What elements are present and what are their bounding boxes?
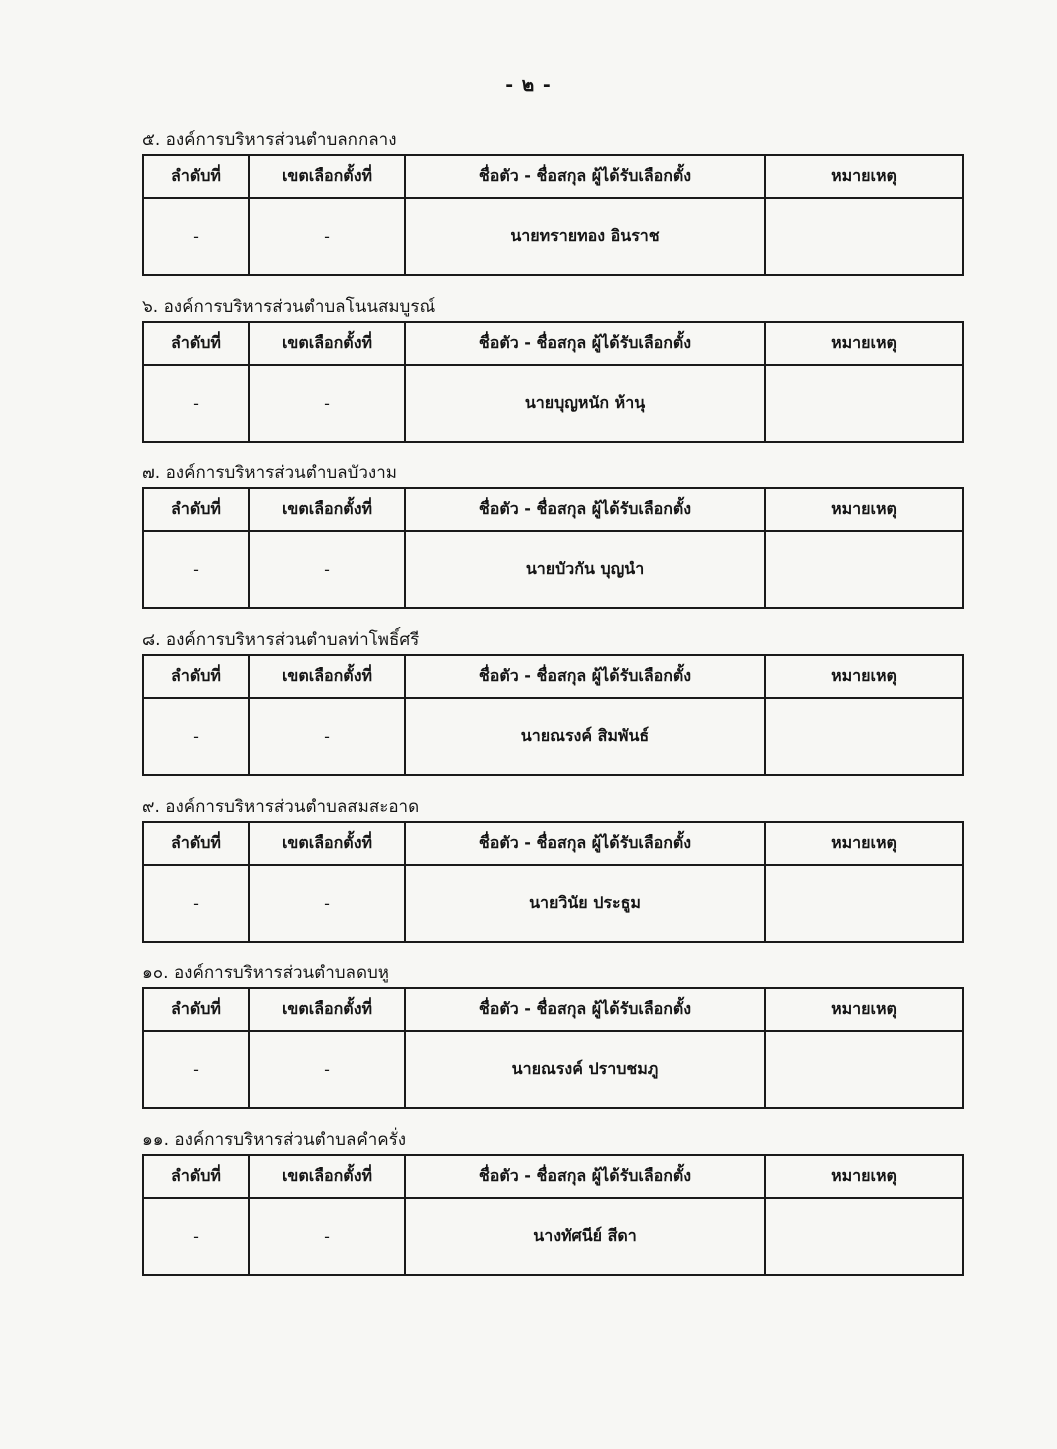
header-district: เขตเลือกตั้งที่ xyxy=(249,488,405,531)
header-district: เขตเลือกตั้งที่ xyxy=(249,822,405,865)
header-name: ชื่อตัว - ชื่อสกุล ผู้ได้รับเลือกตั้ง xyxy=(405,1155,765,1198)
header-district: เขตเลือกตั้งที่ xyxy=(249,322,405,365)
section-title: ๘. องค์การบริหารส่วนตำบลท่าโพธิ์ศรี xyxy=(142,630,420,650)
table-row xyxy=(143,698,963,775)
header-order: ลำดับที่ xyxy=(143,1155,249,1198)
page-number: - ๒ - xyxy=(505,74,552,96)
cell-remark xyxy=(765,1198,963,1275)
cell-order: - xyxy=(143,365,249,442)
header-name: ชื่อตัว - ชื่อสกุล ผู้ได้รับเลือกตั้ง xyxy=(405,655,765,698)
cell-name: นายทรายทอง อินราช xyxy=(405,198,765,275)
results-table xyxy=(142,987,964,1109)
section-title: ๕. องค์การบริหารส่วนตำบลกกลาง xyxy=(142,130,397,150)
header-district: เขตเลือกตั้งที่ xyxy=(249,655,405,698)
results-table xyxy=(142,487,964,609)
table-row xyxy=(143,1031,963,1108)
header-name: ชื่อตัว - ชื่อสกุล ผู้ได้รับเลือกตั้ง xyxy=(405,155,765,198)
section-tao-bua-ngam xyxy=(142,463,964,609)
table-header-row xyxy=(143,322,963,365)
results-table xyxy=(142,321,964,443)
cell-remark xyxy=(765,531,963,608)
cell-remark xyxy=(765,698,963,775)
section-tao-dop-hu xyxy=(142,963,964,1109)
cell-district: - xyxy=(249,365,405,442)
header-order: ลำดับที่ xyxy=(143,655,249,698)
cell-name: นางทัศนีย์ สีดา xyxy=(405,1198,765,1275)
table-row xyxy=(143,1198,963,1275)
results-table xyxy=(142,1154,964,1276)
results-table xyxy=(142,154,964,276)
header-district: เขตเลือกตั้งที่ xyxy=(249,1155,405,1198)
cell-name: นายบัวกัน บุญนำ xyxy=(405,531,765,608)
header-name: ชื่อตัว - ชื่อสกุล ผู้ได้รับเลือกตั้ง xyxy=(405,988,765,1031)
section-title: ๑๑. องค์การบริหารส่วนตำบลคำครั่ง xyxy=(142,1130,407,1150)
header-remark: หมายเหตุ xyxy=(765,655,963,698)
header-remark: หมายเหตุ xyxy=(765,822,963,865)
table-header-row xyxy=(143,822,963,865)
section-title: ๙. องค์การบริหารส่วนตำบลสมสะอาด xyxy=(142,797,420,817)
section-tao-som-sa-at xyxy=(142,797,964,943)
table-header-row xyxy=(143,488,963,531)
table-header-row xyxy=(143,655,963,698)
table-header-row xyxy=(143,1155,963,1198)
cell-order: - xyxy=(143,198,249,275)
section-tao-tha-pho-si xyxy=(142,630,964,776)
table-header-row xyxy=(143,155,963,198)
header-name: ชื่อตัว - ชื่อสกุล ผู้ได้รับเลือกตั้ง xyxy=(405,322,765,365)
cell-district: - xyxy=(249,865,405,942)
cell-name: นายณรงค์ สิมพันธ์ xyxy=(405,698,765,775)
section-title: ๗. องค์การบริหารส่วนตำบลบัวงาม xyxy=(142,463,397,483)
cell-order: - xyxy=(143,1031,249,1108)
cell-order: - xyxy=(143,1198,249,1275)
table-row xyxy=(143,865,963,942)
cell-name: นายณรงค์ ปราบชมภู xyxy=(405,1031,765,1108)
cell-remark xyxy=(765,1031,963,1108)
header-name: ชื่อตัว - ชื่อสกุล ผู้ได้รับเลือกตั้ง xyxy=(405,488,765,531)
header-district: เขตเลือกตั้งที่ xyxy=(249,155,405,198)
cell-name: นายบุญหนัก ห้านุ xyxy=(405,365,765,442)
cell-order: - xyxy=(143,531,249,608)
cell-order: - xyxy=(143,698,249,775)
header-remark: หมายเหตุ xyxy=(765,1155,963,1198)
cell-remark xyxy=(765,865,963,942)
section-tao-kham-khrang xyxy=(142,1130,964,1276)
cell-remark xyxy=(765,365,963,442)
cell-district: - xyxy=(249,531,405,608)
header-order: ลำดับที่ xyxy=(143,322,249,365)
cell-district: - xyxy=(249,1198,405,1275)
header-order: ลำดับที่ xyxy=(143,822,249,865)
header-order: ลำดับที่ xyxy=(143,155,249,198)
header-remark: หมายเหตุ xyxy=(765,988,963,1031)
cell-district: - xyxy=(249,698,405,775)
header-order: ลำดับที่ xyxy=(143,988,249,1031)
cell-district: - xyxy=(249,198,405,275)
cell-name: นายวินัย ประธูม xyxy=(405,865,765,942)
table-row xyxy=(143,531,963,608)
table-row xyxy=(143,365,963,442)
section-tao-non-somboon xyxy=(142,297,964,443)
section-title: ๖. องค์การบริหารส่วนตำบลโนนสมบูรณ์ xyxy=(142,297,436,317)
cell-district: - xyxy=(249,1031,405,1108)
header-remark: หมายเหตุ xyxy=(765,155,963,198)
results-table xyxy=(142,654,964,776)
cell-remark xyxy=(765,198,963,275)
header-order: ลำดับที่ xyxy=(143,488,249,531)
header-district: เขตเลือกตั้งที่ xyxy=(249,988,405,1031)
section-tao-kok-klang xyxy=(142,130,964,276)
results-table xyxy=(142,821,964,943)
header-name: ชื่อตัว - ชื่อสกุล ผู้ได้รับเลือกตั้ง xyxy=(405,822,765,865)
header-remark: หมายเหตุ xyxy=(765,322,963,365)
cell-order: - xyxy=(143,865,249,942)
table-row xyxy=(143,198,963,275)
table-header-row xyxy=(143,988,963,1031)
section-title: ๑๐. องค์การบริหารส่วนตำบลดบหู xyxy=(142,963,390,983)
header-remark: หมายเหตุ xyxy=(765,488,963,531)
